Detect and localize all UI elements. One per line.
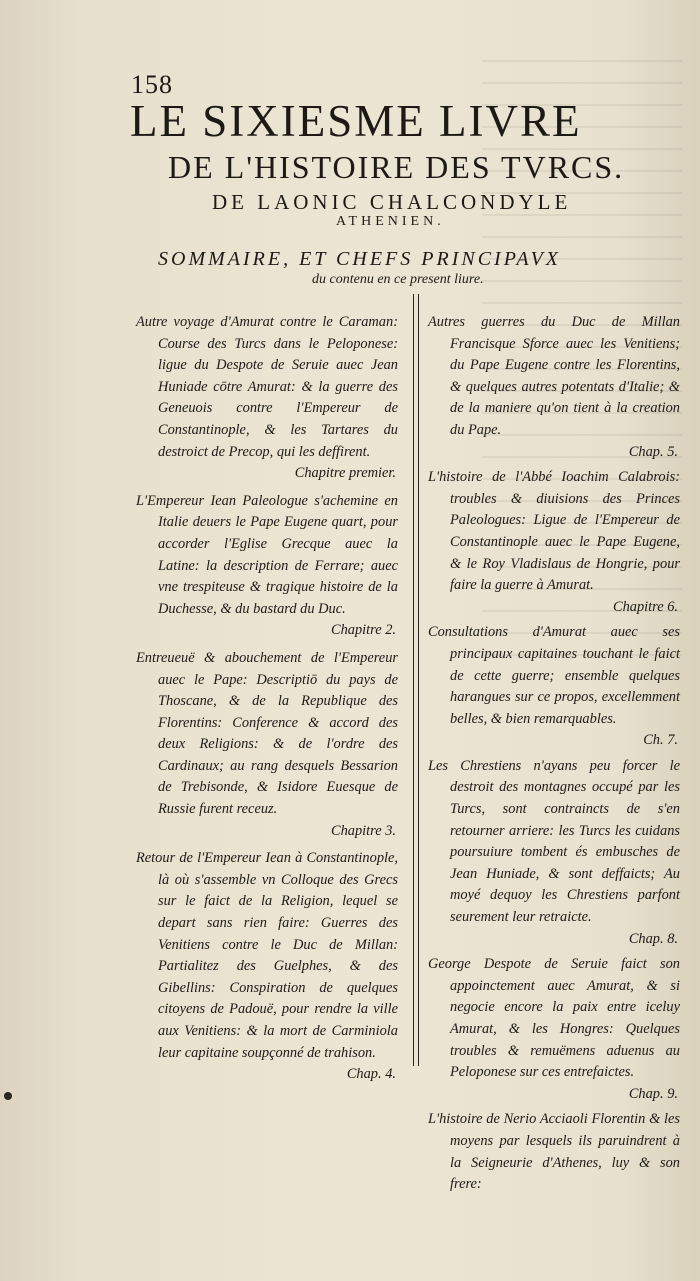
- column-divider: [413, 294, 414, 1066]
- chapter-summary-8: [428, 756, 680, 950]
- chapter-label: Chapitre 6.: [612, 598, 678, 615]
- chapter-summary-text: L'Empereur Iean Paleologue s'achemine en Italie deuers le Pape Eugene quart, pour accorder l'Eglise Grecque auec la Latine: la description de Ferrare; auec vne trespiteuse & tragique histoire de la Duchesse, & du bastard du Duc.: [136, 492, 398, 617]
- chapter-summary-10: [428, 1109, 680, 1195]
- page-number: 158: [131, 70, 173, 99]
- chapter-label: Ch. 7.: [643, 732, 678, 749]
- chapter-summary-1: [136, 312, 398, 485]
- chapter-summary-4: [136, 848, 398, 1086]
- book-subtitle: DE L'HISTOIRE DES TVRCS.: [168, 149, 625, 185]
- right-column: [428, 312, 680, 1196]
- chapter-label: Chap. 4.: [346, 1066, 396, 1083]
- chapter-label: Chap. 9.: [628, 1085, 678, 1102]
- summary-subheading: du contenu en ce present liure.: [312, 272, 484, 287]
- author-origin: ATHENIEN.: [336, 214, 445, 229]
- chapter-summary-2: [136, 491, 398, 642]
- binding-hole: [4, 1092, 12, 1100]
- chapter-summary-text: Autres guerres du Duc de Millan Francisque Sforce auec les Venitiens; du Pape Eugene contre les Florentins, & quelques autres potentats d'Italie; & de la maniere qu'on tient à la creation du Pape.: [428, 314, 680, 438]
- summary-heading: SOMMAIRE, ET CHEFS PRINCIPAVX: [158, 248, 561, 270]
- chapter-summary-text: Les Chrestiens n'ayans peu forcer le destroit des montagnes occupé par les Turcs, sont contraincts de s'en retourner arriere: les Turcs les cuidans poursuiure tombent és embusches de Jean Huniade, & sont deffaicts; Au moyé dequoy les Chrestiens parfont seurement leur retraicte.: [428, 757, 680, 926]
- chapter-label: Chap. 8.: [628, 930, 678, 947]
- chapter-summary-5: [428, 312, 680, 463]
- chapter-label: Chapitre premier.: [294, 465, 396, 482]
- chapter-label: Chapitre 2.: [330, 622, 396, 639]
- chapter-summary-text: Consultations d'Amurat auec ses principaux capitaines touchant le faict de cette guerre; ensemble quelques harangues sur ce propos, excellemment belles, & bien remarquables.: [428, 624, 680, 727]
- chapter-summary-text: Entreueuë & abouchement de l'Empereur auec le Pape: Descriptiō du pays de Thoscane, & de la Republique des Florentins: Conference & accord des deux Religions: & de l'ordre des Cardinaux; au rang desquels Bessarion de Trebisonde, & Isidore Euesque de Russie furent receuz.: [136, 649, 398, 818]
- chapter-summary-7: [428, 622, 680, 752]
- chapter-summary-9: [428, 954, 680, 1105]
- chapter-summary-text: L'histoire de l'Abbé Ioachim Calabrois: troubles & diuisions des Princes Paleologues: Ligue de l'Empereur de Constantinople auec le Pape Eugene, & le Roy Vladislaus de Hongrie, pour faire la guerre à Amurat.: [428, 469, 680, 594]
- chapter-summary-text: L'histoire de Nerio Acciaoli Florentin & les moyens par lesquels ils paruindrent à la Seigneurie d'Athenes, luy & son frere:: [428, 1111, 680, 1193]
- chapter-summary-3: [136, 648, 398, 842]
- left-column: [136, 312, 398, 1086]
- chapter-summary-text: Retour de l'Empereur Iean à Constantinople, là où s'assemble vn Colloque des Grecs sur le faict de la Religion, lequel se depart sans rien faire: Guerres des Venitiens contre le Duc de Millan: Partialitez des Guelphes, & des Gibellins: Conspiration de quelques citoyens de Padouë, pour rendre la ville aux Venitiens: & la mort de Carminiola leur capitaine soupçonné de trahison.: [136, 850, 398, 1061]
- chapter-summary-text: Autre voyage d'Amurat contre le Caraman: Course des Turcs dans le Peloponese: ligue du Despote de Seruie auec Jean Huniade cōtre Amurat: & la guerre des Geneuois contre l'Empereur de Constantinople, & les Tartares du destroict de Precop, qui les deffirent.: [136, 314, 398, 460]
- chapter-summary-text: George Despote de Seruie faict son appoinctement auec Amurat, & si negocie encore la paix entre iceluy Amurat, & les Hongres: Quelques troubles & remuëmens aduenus au Peloponese sur ces entrefaictes.: [428, 956, 680, 1081]
- book-title: LE SIXIESME LIVRE: [130, 96, 582, 146]
- chapter-label: Chapitre 3.: [330, 822, 396, 839]
- column-divider: [418, 294, 419, 1066]
- author-line: DE LAONIC CHALCONDYLE: [212, 190, 572, 214]
- chapter-summary-6: [428, 467, 680, 618]
- chapter-label: Chap. 5.: [628, 443, 678, 460]
